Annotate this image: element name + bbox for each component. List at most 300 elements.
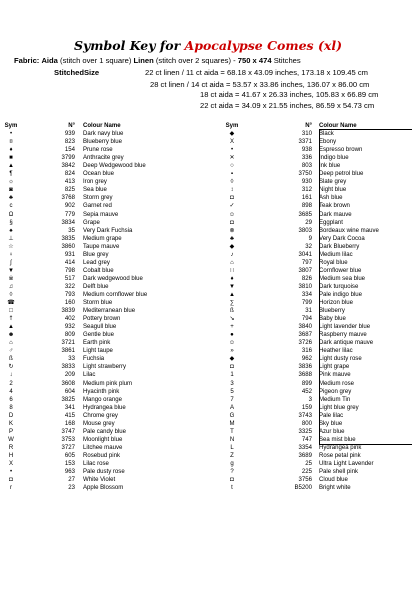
symbol-cell: □ <box>9 308 13 315</box>
number-cell: 3799 <box>61 155 75 162</box>
table-row <box>3 211 213 219</box>
table-row <box>3 194 213 202</box>
symbol-cell: L <box>230 444 234 451</box>
colour-name-cell: Pale dusty rose <box>83 469 125 476</box>
symbol-cell: • <box>230 147 234 154</box>
colour-name-cell: Mediterranean blue <box>83 308 136 315</box>
colour-name-cell: Cornflower blue <box>319 267 362 274</box>
colour-name-cell: Sky blue <box>319 420 343 427</box>
symbol-cell: ♦ <box>230 275 234 282</box>
symbol-cell: ✓ <box>229 203 235 210</box>
symbol-table-left <box>3 122 213 492</box>
symbol-cell: 7 <box>230 396 234 403</box>
table-row <box>3 323 213 331</box>
symbol-cell: ▲ <box>8 324 14 331</box>
table-row <box>224 444 416 452</box>
symbol-cell: ß <box>9 356 13 363</box>
number-cell: 9 <box>308 235 312 242</box>
number-cell: 899 <box>301 380 312 387</box>
number-cell: 3835 <box>61 235 75 242</box>
symbol-cell: ¶ <box>9 171 13 178</box>
table-row <box>3 154 213 162</box>
aida-label: Aida <box>41 56 58 65</box>
number-cell: 3688 <box>298 372 312 379</box>
table-row <box>224 283 416 291</box>
number-cell: 154 <box>64 147 75 154</box>
number-cell: 3836 <box>298 364 312 371</box>
number-cell: 3756 <box>298 477 312 484</box>
number-cell: 517 <box>64 275 75 282</box>
number-cell: 3840 <box>298 324 312 331</box>
table-row <box>3 339 213 347</box>
symbol-cell: ♣ <box>9 195 13 202</box>
stitch-count: 750 x 474 <box>237 56 272 65</box>
colour-name-cell: Pale candy blue <box>83 428 127 435</box>
symbol-cell: ✕ <box>229 155 235 162</box>
table-row <box>3 235 213 243</box>
colour-name-cell: Ultra Light Lavender <box>319 460 374 467</box>
fabric-line <box>14 56 301 65</box>
symbol-cell: 4 <box>9 388 13 395</box>
table-row <box>3 146 213 154</box>
symbol-cell: T <box>230 428 234 435</box>
number-cell: 798 <box>64 267 75 274</box>
colour-name-cell: Light strawberry <box>83 364 127 371</box>
number-cell: 160 <box>64 300 75 307</box>
table-row <box>3 283 213 291</box>
symbol-cell: K <box>8 420 14 427</box>
table-row <box>224 363 416 371</box>
colour-name-cell: Raspberry mauve <box>319 332 367 339</box>
symbol-cell: N <box>229 436 235 443</box>
colour-name-cell: Fuchsia <box>83 356 105 363</box>
symbol-cell: § <box>9 219 13 226</box>
symbol-cell: ▲ <box>229 291 235 298</box>
colour-name-cell: Royal blue <box>319 259 348 266</box>
table-row <box>224 307 416 315</box>
table-row <box>224 388 416 396</box>
table-row <box>224 323 416 331</box>
number-cell: 341 <box>64 404 75 411</box>
colour-name-cell: Apple Blossom <box>83 485 124 492</box>
symbol-cell: 8 <box>9 404 13 411</box>
table-row <box>224 371 416 379</box>
number-cell: 3833 <box>61 364 75 371</box>
symbol-cell: g <box>230 460 234 467</box>
colour-name-cell: Litchee mauve <box>83 444 123 451</box>
colour-name-cell: Earth pink <box>83 340 111 347</box>
colour-name-cell: Prune rose <box>83 147 113 154</box>
pattern-name: Apocalypse Comes (xl) <box>184 38 342 53</box>
number-cell: 823 <box>64 139 75 146</box>
table-row <box>224 267 416 275</box>
number-cell: 3727 <box>61 444 75 451</box>
colour-name-cell: Medium pink plum <box>83 380 133 387</box>
size-line-1: 22 ct linen / 11 ct aida = 68.18 x 43.09 inches, 173.18 x 109.45 cm <box>145 68 368 77</box>
number-cell: 159 <box>301 404 312 411</box>
table-row <box>224 170 416 178</box>
number-cell: 3842 <box>61 163 75 170</box>
number-cell: 3371 <box>298 139 312 146</box>
number-cell: 415 <box>64 412 75 419</box>
colour-name-cell: Mouse grey <box>83 420 115 427</box>
colour-name-cell: Cloud blue <box>319 477 348 484</box>
number-cell: 3041 <box>298 251 312 258</box>
table-row <box>224 476 416 484</box>
colour-name-cell: Pale lilac <box>319 412 344 419</box>
symbol-cell: W <box>8 436 14 443</box>
number-cell: 826 <box>301 275 312 282</box>
size-line-2: 28 ct linen / 14 ct aida = 53.57 x 33.86 inches, 136.07 x 86.00 cm <box>150 80 370 89</box>
number-cell: 161 <box>301 195 312 202</box>
table-row <box>3 396 213 404</box>
colour-name-cell: Iron grey <box>83 179 107 186</box>
size-line-3: 18 ct aida = 41.67 x 26.33 inches, 105.83 x 66.89 cm <box>200 90 379 99</box>
symbol-cell: P <box>8 428 14 435</box>
number-cell: 3834 <box>61 219 75 226</box>
symbol-cell: ∑ <box>229 300 235 307</box>
colour-name-cell: Garnet red <box>83 203 112 210</box>
table-row <box>3 388 213 396</box>
symbol-cell: ♦ <box>9 147 13 154</box>
colour-name-cell: Medium rose <box>319 380 354 387</box>
symbol-cell: ♂ <box>8 348 14 355</box>
symbol-cell: ◊ <box>230 179 234 186</box>
number-cell: 3726 <box>298 340 312 347</box>
number-cell: 336 <box>301 155 312 162</box>
table-row <box>3 227 213 235</box>
table-row <box>224 154 416 162</box>
colour-name-cell: Light lavender blue <box>319 324 371 331</box>
symbol-cell: ♣ <box>230 235 234 242</box>
table-row <box>3 138 213 146</box>
number-cell: 35 <box>68 227 75 234</box>
colour-name-cell: Dark turquoise <box>319 283 359 290</box>
colour-name-cell: Pottery brown <box>83 316 121 323</box>
number-cell: 3689 <box>298 452 312 459</box>
colour-name-cell: Medium sea blue <box>319 275 366 282</box>
colour-name-cell: Medium lilac <box>319 251 353 258</box>
number-cell: 902 <box>64 203 75 210</box>
table-row <box>3 275 213 283</box>
symbol-cell: ◊ <box>9 291 13 298</box>
symbol-cell: ▲ <box>8 163 14 170</box>
table-row <box>224 468 416 476</box>
symbol-cell: ☎ <box>7 300 15 307</box>
table-row <box>224 138 416 146</box>
symbol-cell: ◆ <box>229 131 235 138</box>
number-cell: 3803 <box>298 227 312 234</box>
symbol-cell: ☺ <box>228 211 236 218</box>
table-row <box>3 380 213 388</box>
colour-name-cell: Pale indigo blue <box>319 291 363 298</box>
colour-name-cell: Blueberry blue <box>83 139 122 146</box>
table-row <box>224 202 416 210</box>
number-cell: 31 <box>305 308 312 315</box>
number-cell: 794 <box>301 316 312 323</box>
colour-name-cell: Dark Blueberry <box>319 243 360 250</box>
colour-name-cell: Rose petal pink <box>319 452 361 459</box>
table-row <box>224 396 416 404</box>
table-row <box>224 243 416 251</box>
table-row <box>224 251 416 259</box>
table-row <box>224 452 416 460</box>
symbol-cell: 2 <box>9 380 13 387</box>
number-cell: 3685 <box>298 211 312 218</box>
symbol-cell: ♠ <box>9 227 13 234</box>
number-cell: 963 <box>64 469 75 476</box>
number-cell: 3825 <box>61 396 75 403</box>
number-cell: 153 <box>64 460 75 467</box>
number-cell: 799 <box>301 300 312 307</box>
symbol-cell: ? <box>230 469 234 476</box>
number-cell: 316 <box>301 348 312 355</box>
table-row <box>224 227 416 235</box>
symbol-cell: ▪ <box>230 171 234 178</box>
colour-name-cell: Deep petrol blue <box>319 171 364 178</box>
table-row <box>224 436 416 444</box>
symbol-cell: ☺ <box>228 340 236 347</box>
table-row <box>3 371 213 379</box>
number-cell: 803 <box>301 163 312 170</box>
number-cell: 932 <box>64 324 75 331</box>
table-row <box>3 219 213 227</box>
colour-name-cell: Storm grey <box>83 195 113 202</box>
symbol-cell: ∷ <box>230 267 234 274</box>
symbol-cell: ⊥ <box>8 235 14 242</box>
right-rows <box>224 130 416 492</box>
colour-name-cell: Light blue grey <box>319 404 359 411</box>
linen-label: Linen <box>133 56 154 65</box>
number-cell: 168 <box>64 420 75 427</box>
colour-name-cell: Gentle blue <box>83 332 114 339</box>
colour-name-cell: Lead grey <box>83 259 110 266</box>
colour-name-cell: Heather lilac <box>319 348 353 355</box>
size-line-4: 22 ct aida = 34.09 x 21.55 inches, 86.59 x 54.73 cm <box>200 101 375 110</box>
colour-name-cell: Ash blue <box>319 195 343 202</box>
colour-name-cell: Indigo blue <box>319 155 349 162</box>
table-row <box>224 380 416 388</box>
table-row <box>3 186 213 194</box>
symbol-cell: ○ <box>230 163 234 170</box>
colour-name-cell: Cobalt blue <box>83 267 114 274</box>
colour-name-cell: Dark antique mauve <box>319 340 374 347</box>
colour-name-cell: Deep Wedgewood blue <box>83 163 146 170</box>
table-row <box>3 251 213 259</box>
table-row <box>3 307 213 315</box>
symbol-table-right <box>224 122 416 492</box>
table-row <box>3 355 213 363</box>
number-cell: 23 <box>68 485 75 492</box>
symbol-cell: ⌂ <box>9 340 13 347</box>
colour-name-cell: Medium grape <box>83 235 122 242</box>
symbol-cell: r <box>9 485 12 492</box>
page-title <box>0 38 416 53</box>
symbol-cell: 1 <box>230 372 234 379</box>
table-row <box>3 202 213 210</box>
table-row <box>224 178 416 186</box>
symbol-cell: 3 <box>230 380 234 387</box>
colour-name-cell: Grape <box>83 219 100 226</box>
colour-name-cell: Baby blue <box>319 316 346 323</box>
number-cell: B5200 <box>294 485 312 492</box>
symbol-cell: D <box>8 412 14 419</box>
colour-name-cell: Dark navy blue <box>83 131 124 138</box>
colour-name-cell: Chrome grey <box>83 412 118 419</box>
table-row <box>224 194 416 202</box>
symbol-cell: ◆ <box>229 243 235 250</box>
number-cell: 3721 <box>61 340 75 347</box>
aida-note: (stitch over 1 square) <box>60 56 132 65</box>
number-cell: 793 <box>64 291 75 298</box>
table-row <box>224 412 416 420</box>
table-row <box>3 444 213 452</box>
number-cell: 25 <box>305 460 312 467</box>
symbol-cell: 5 <box>230 388 234 395</box>
table-row <box>3 428 213 436</box>
table-row <box>3 468 213 476</box>
colour-name-cell: Anthracite grey <box>83 155 124 162</box>
symbol-cell: R <box>8 444 14 451</box>
number-cell: 3807 <box>298 267 312 274</box>
table-row <box>3 484 213 492</box>
symbol-cell: ◘ <box>230 195 234 202</box>
table-row <box>224 275 416 283</box>
number-cell: 3743 <box>298 412 312 419</box>
number-cell: 604 <box>64 388 75 395</box>
table-row <box>3 412 213 420</box>
colour-name-cell: Mango orange <box>83 396 122 403</box>
table-row <box>224 460 416 468</box>
symbol-cell: ◘ <box>230 477 234 484</box>
colour-name-cell: Dark wedgewood blue <box>83 275 143 282</box>
colour-name-cell: Lilac rose <box>83 460 109 467</box>
table-row <box>224 331 416 339</box>
colour-name-cell: Azur blue <box>319 428 345 435</box>
number-cell: 414 <box>64 259 75 266</box>
table-row <box>3 420 213 428</box>
symbol-cell: ♀ <box>8 251 14 258</box>
table-row <box>3 460 213 468</box>
table-row <box>224 315 416 323</box>
table-row <box>224 130 416 138</box>
number-cell: 32 <box>305 243 312 250</box>
table-row <box>3 178 213 186</box>
table-row <box>224 211 416 219</box>
table-row <box>3 170 213 178</box>
colour-name-cell: Very Dark Fuchsia <box>83 227 133 234</box>
number-cell: 310 <box>301 131 312 138</box>
number-cell: 225 <box>301 469 312 476</box>
number-cell: 3687 <box>298 332 312 339</box>
colour-name-cell: Sea mist blue <box>319 436 356 443</box>
colour-name-cell: Ebony <box>319 139 337 146</box>
colour-name-cell: Pink mauve <box>319 372 351 379</box>
table-row <box>224 347 416 355</box>
table-row <box>3 347 213 355</box>
colour-name-cell: Lilac <box>83 372 96 379</box>
table-row <box>3 452 213 460</box>
number-cell: 824 <box>64 171 75 178</box>
number-cell: 3861 <box>61 348 75 355</box>
colour-name-cell: Medium Tin <box>319 396 351 403</box>
number-cell: 800 <box>301 420 312 427</box>
header-name: Colour Name <box>83 123 121 129</box>
number-cell: 402 <box>64 316 75 323</box>
table-row <box>3 436 213 444</box>
symbol-cell: G <box>229 412 235 419</box>
table-row <box>3 404 213 412</box>
number-cell: 452 <box>301 388 312 395</box>
symbol-cell: ◙ <box>9 187 13 194</box>
symbol-cell: X <box>229 139 235 146</box>
symbol-cell: Ω <box>8 211 14 218</box>
table-header <box>224 122 416 130</box>
colour-name-cell: Teak brown <box>319 203 350 210</box>
symbol-cell: Z <box>230 452 234 459</box>
symbol-cell: X <box>8 460 14 467</box>
symbol-cell: M <box>229 420 235 427</box>
table-row <box>3 243 213 251</box>
table-row <box>3 291 213 299</box>
symbol-cell: ◘ <box>230 364 234 371</box>
table-row <box>224 259 416 267</box>
colour-name-cell: Hydrangea pink <box>319 444 362 451</box>
stitches-word: Stitches <box>273 56 301 65</box>
table-row <box>3 331 213 339</box>
number-cell: 322 <box>64 283 75 290</box>
number-cell: 809 <box>64 332 75 339</box>
header-sym: Sym <box>4 123 18 129</box>
table-row <box>224 162 416 170</box>
table-row <box>224 404 416 412</box>
number-cell: 3768 <box>61 195 75 202</box>
colour-name-cell: Light grape <box>319 364 350 371</box>
symbol-cell: ↕ <box>230 187 234 194</box>
number-cell: 3747 <box>61 428 75 435</box>
colour-name-cell: Taupe mauve <box>83 243 120 250</box>
stitched-size-label: StitchedSize <box>54 68 100 77</box>
table-row <box>3 130 213 138</box>
number-cell: 939 <box>64 131 75 138</box>
symbol-cell: ▼ <box>8 267 14 274</box>
symbol-cell: ↻ <box>8 364 14 371</box>
number-cell: 3750 <box>298 171 312 178</box>
table-row <box>3 162 213 170</box>
symbol-cell: + <box>230 324 234 331</box>
number-cell: 3608 <box>61 380 75 387</box>
number-cell: 3839 <box>61 308 75 315</box>
colour-name-cell: Sepia mauve <box>83 211 119 218</box>
number-cell: 209 <box>64 372 75 379</box>
symbol-cell: t <box>231 485 233 492</box>
table-row <box>3 315 213 323</box>
number-cell: 938 <box>301 147 312 154</box>
symbol-cell: ∫ <box>10 259 12 266</box>
symbol-cell: ⊗ <box>229 227 235 234</box>
symbol-cell: ↓ <box>9 372 13 379</box>
colour-name-cell: Espresso brown <box>319 147 363 154</box>
colour-name-cell: Blue grey <box>83 251 109 258</box>
symbol-cell: ↘ <box>229 316 235 323</box>
colour-name-cell: Very Dark Cocoa <box>319 235 365 242</box>
header-num: N° <box>305 123 312 129</box>
symbol-cell: ■ <box>9 155 13 162</box>
number-cell: 29 <box>305 219 312 226</box>
linen-note: (stitch over 2 squares) - <box>155 56 236 65</box>
number-cell: 3753 <box>61 436 75 443</box>
table-row <box>3 476 213 484</box>
